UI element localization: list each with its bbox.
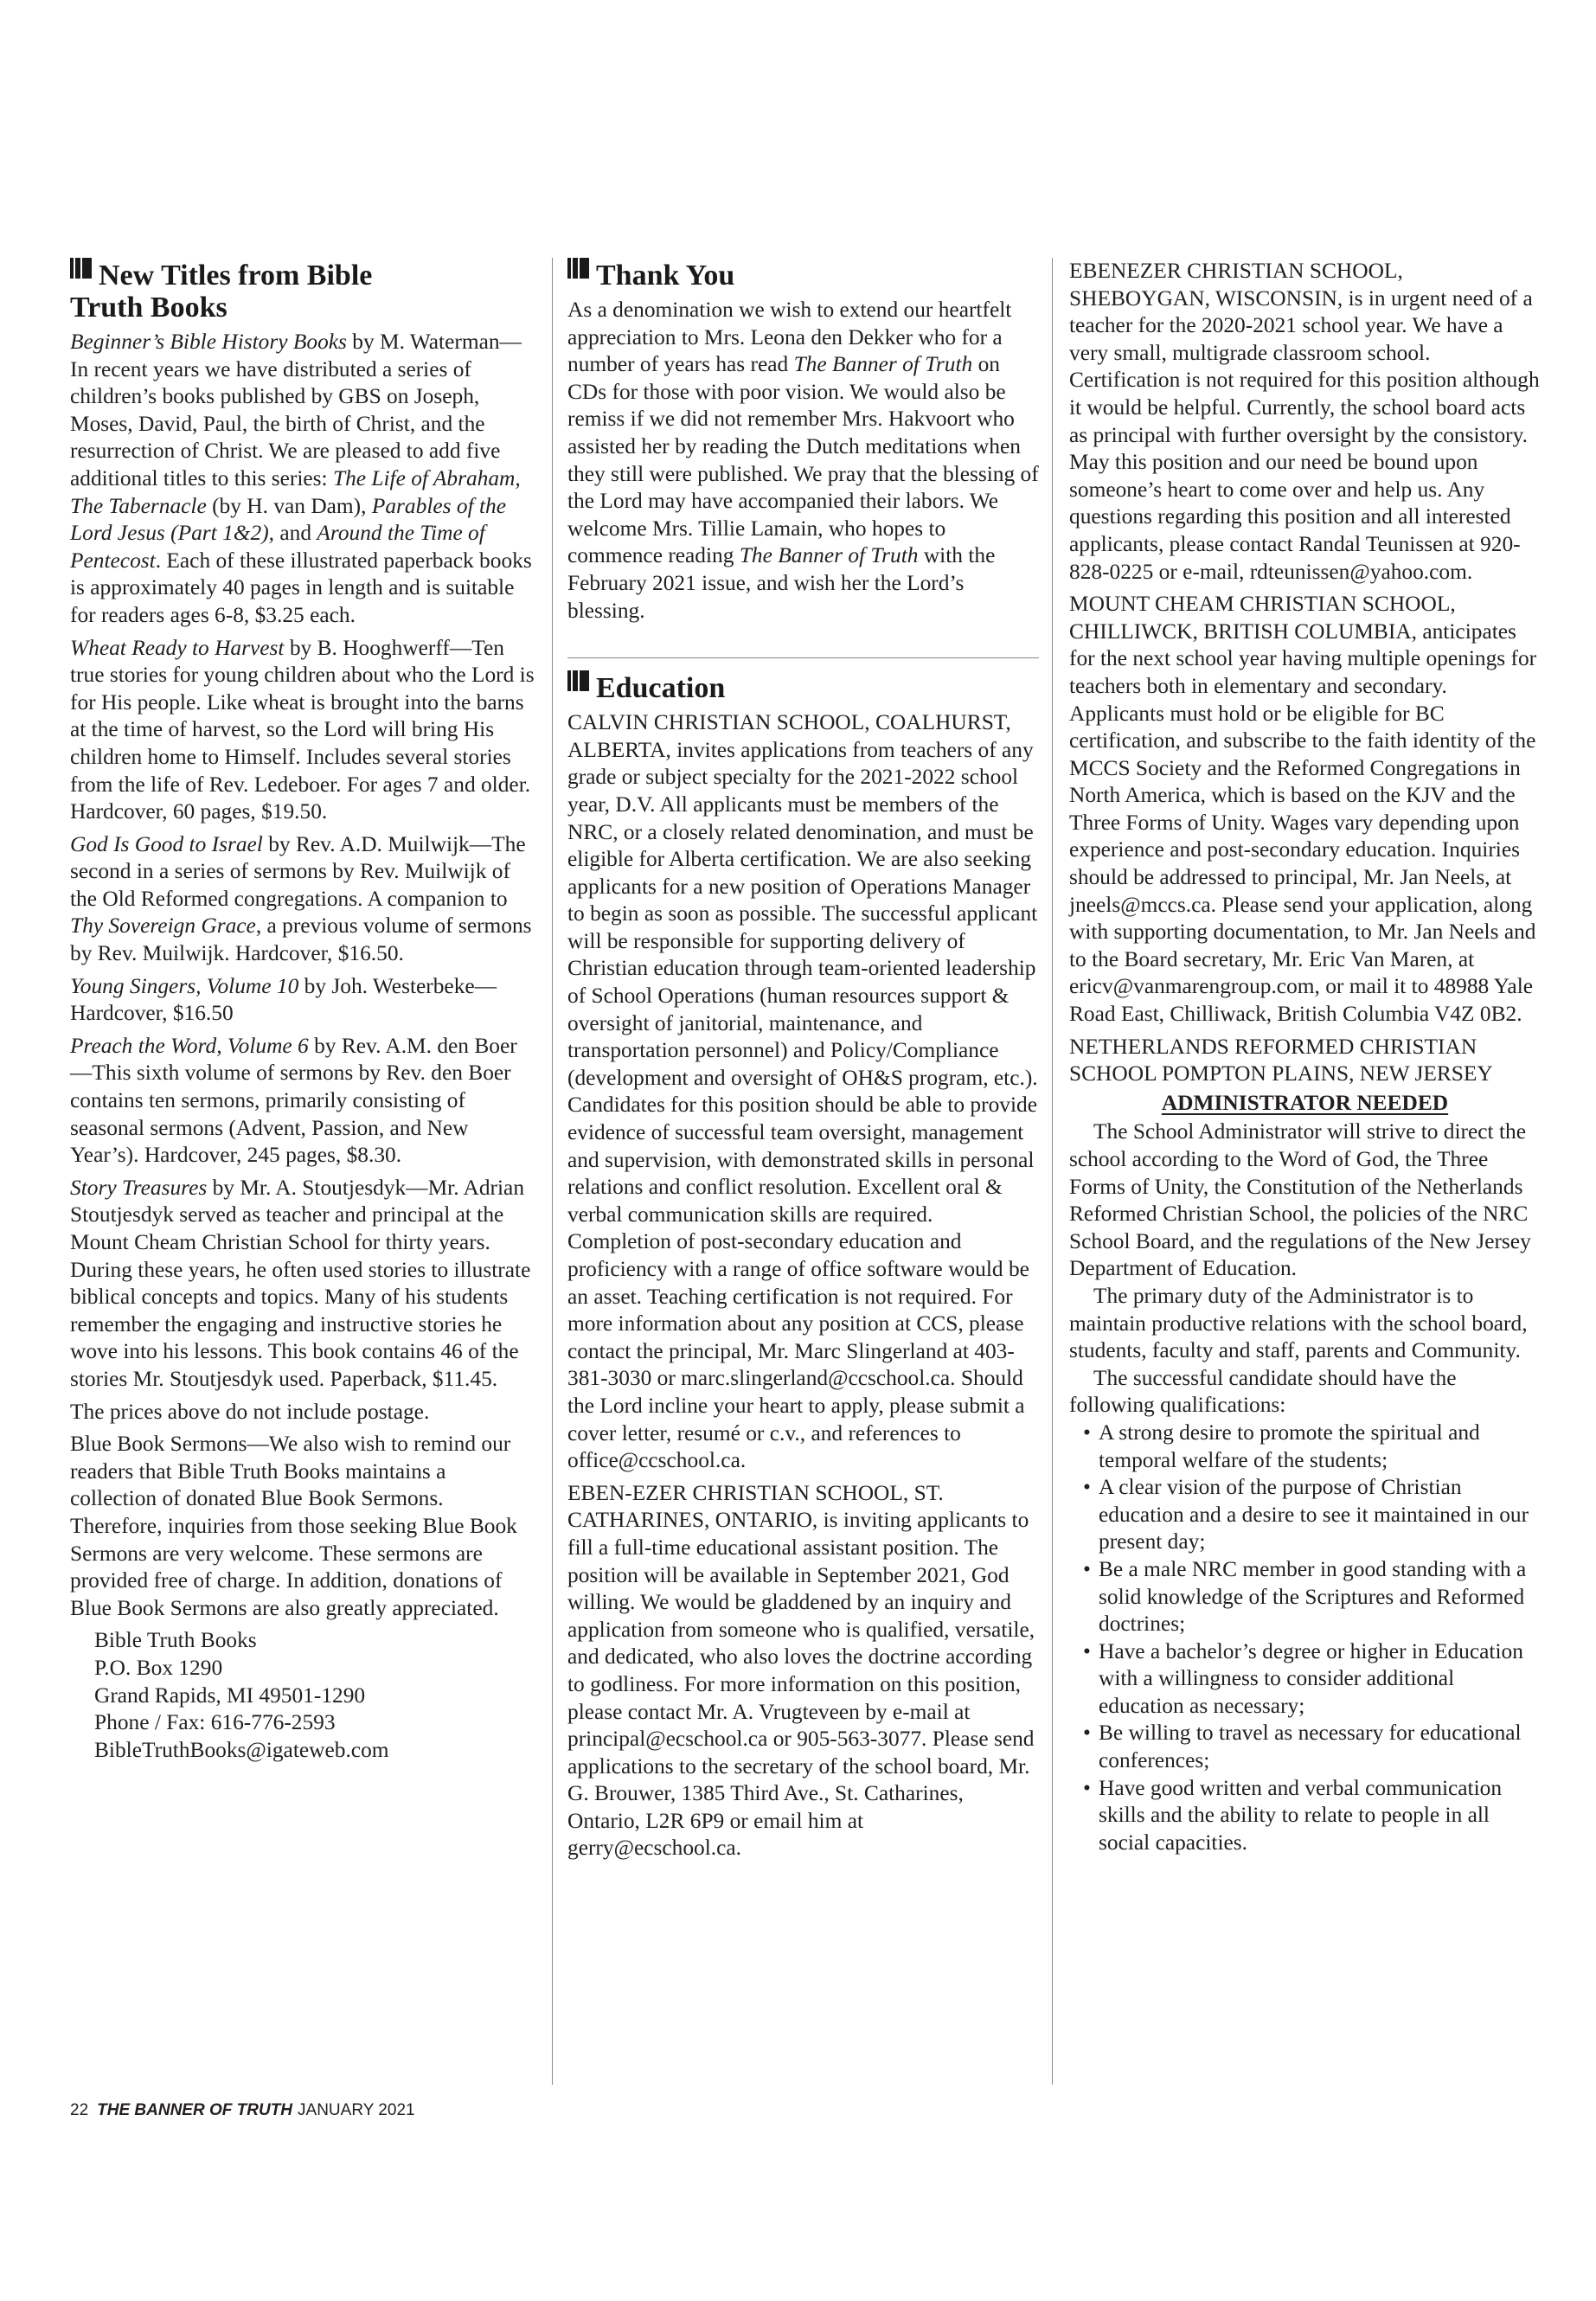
section-bars-icon — [70, 258, 92, 290]
list-item: • A strong desire to promote the spiritual and temporal welfare of the students; — [1099, 1420, 1541, 1474]
address-line: Phone / Fax: 616-776-2593 — [94, 1710, 336, 1735]
column-divider-left — [552, 258, 553, 2085]
book-entry: Beginner’s Bible History Books by M. Waterman—In recent years we have distributed a series of children’s books published by GBS on Joseph, Moses, David, Paul, the birth of Christ, and the resurrection of Christ. We are pleased to add five additional titles to this series: The Life of Abraham, The Tabernacle (by H. van Dam), Parables of the Lord Jesus (Part 1&2), and Around the Time of Pentecost. Each of these illustrated paperback books is approximately 40 pages in length and is suitable for readers ages 6-8, $3.25 each. — [70, 330, 532, 627]
page-footer — [70, 2101, 415, 2120]
book-entry: Preach the Word, Volume 6 by Rev. A.M. den Boer—This sixth volume of sermons by Rev. den Boer contains ten sermons, primarily consisting of seasonal sermons (Advent, Passion, and New Year’s). Hardcover, 245 pages, $8.30. — [70, 1033, 517, 1168]
address-line: Grand Rapids, MI 49501-1290 — [94, 1682, 366, 1708]
list-item: • Have a bachelor’s degree or higher in Education with a willingness to consider additional education as necessary; — [1099, 1638, 1541, 1721]
section-divider — [567, 657, 1039, 658]
column-divider-right — [1052, 258, 1053, 2085]
admin-paragraph: The successful candidate should have the following qualifications: — [1069, 1365, 1457, 1418]
section-heading-thank-you: Thank You — [567, 258, 1039, 292]
column-thank-you-education — [567, 258, 1039, 1868]
eben-ezer-st-catharines-listing: EBEN-EZER CHRISTIAN SCHOOL, ST. CATHARINES, ONTARIO, is inviting applicants to fill a full-time educational assistant position. The position will be available in September 2021, God willing. We would be gladdened by an inquiry and application from someone who is qualified, versatile, and dedicated, who also loves the doctrine according to godliness. For more information on this position, please contact Mr. A. Vrugteveen by e-mail at principal@ecschool.ca or 905-563-3077. Please send applications to the secretary of the school board, Mr. G. Brouwer, 1385 Third Ave., St. Catharines, Ontario, L2R 6P9 or email him at gerry@ecschool.ca. — [567, 1480, 1035, 1861]
qualifications-list — [1069, 1420, 1541, 1857]
section-heading-education: Education — [567, 670, 1039, 704]
section-heading-new-titles: New Titles from Bible Truth Books — [70, 260, 373, 324]
address-line: P.O. Box 1290 — [94, 1655, 223, 1680]
administrator-needed-heading: ADMINISTRATOR NEEDED — [1161, 1090, 1449, 1115]
book-entry: Story Treasures by Mr. A. Stoutjesdyk—Mr. Adrian Stoutjesdyk served as teacher and principal at the Mount Cheam Christian School for thirty years. During these years, he often used stories to illustrate biblical concepts and topics. Many of his students remember the engaging and instructive stories he wove into his lessons. This book contains 46 of the stories Mr. Stoutjesdyk used. Paperback, $11.45. — [70, 1175, 531, 1391]
nrcs-title: NETHERLANDS REFORMED CHRISTIAN SCHOOL POMPTON PLAINS, NEW JERSEY — [1069, 1034, 1493, 1086]
postage-note: The prices above do not include postage. — [70, 1399, 430, 1424]
address-line: Bible Truth Books — [94, 1628, 257, 1653]
column-education-continued — [1069, 258, 1541, 1856]
list-item: • Be a male NRC member in good standing with a solid knowledge of the Scriptures and Reformed doctrines; — [1099, 1556, 1541, 1638]
thank-you-text: As a denomination we wish to extend our heartfelt appreciation to Mrs. Leona den Dekker who for a number of years has read The Banner of Truth on CDs for those with poor vision. We would also be remiss if we did not remember Mrs. Hakvoort who assisted her by reading the Dutch meditations when they still were published. We pray that the blessing of the Lord may have accompanied their labors. We welcome Mrs. Tillie Lamain, who hopes to commence reading The Banner of Truth with the February 2021 issue, and wish her the Lord’s blessing. — [567, 298, 1039, 623]
list-item: • Have good written and verbal communication skills and the ability to relate to people in all social capacities. — [1099, 1775, 1541, 1857]
book-entry: God Is Good to Israel by Rev. A.D. Muilwijk—The second in a series of sermons by Rev. Muilwijk of the Old Reformed congregations. A companion to Thy Sovereign Grace, a previous volume of sermons by Rev. Muilwijk. Hardcover, $16.50. — [70, 831, 532, 966]
publication-title: THE BANNER OF TRUTH — [97, 2101, 293, 2119]
issue-date: JANUARY 2021 — [298, 2101, 415, 2119]
admin-paragraph: The School Administrator will strive to direct the school according to the Word of God, the Three Forms of Unity, the Constitution of the Netherlands Reformed Christian School, the policies of the NRC School Board, and the regulations of the New Jersey Department of Education. — [1069, 1119, 1531, 1281]
ebenezer-sheboygan-listing: EBENEZER CHRISTIAN SCHOOL, SHEBOYGAN, WISCONSIN, is in urgent need of a teacher for the 2020-2021 school year. We have a very small, multigrade classroom school. Certification is not required for this position although it would be helpful. Currently, the school board acts as principal with further oversight by the consistory. May this position and our need be bound upon someone’s heart to come over and help us. Any questions regarding this position and all interested applicants, please contact Randal Teunissen at 920-828-0225 or e-mail, rdteunissen@yahoo.com. — [1069, 259, 1540, 584]
blue-book-sermons: Blue Book Sermons—We also wish to remind our readers that Bible Truth Books maintains a collection of donated Blue Book Sermons. Therefore, inquiries from those seeking Blue Book Sermons are very welcome. These sermons are provided free of charge. In addition, donations of Blue Book Sermons are also greatly appreciated. — [70, 1432, 517, 1620]
page-number: 22 — [70, 2101, 89, 2119]
contact-address — [94, 1627, 537, 1764]
section-bars-icon — [567, 670, 589, 702]
mount-cheam-listing: MOUNT CHEAM CHRISTIAN SCHOOL, CHILLIWCK, BRITISH COLUMBIA, anticipates for the next school year having multiple openings for teachers both in elementary and secondary. Applicants must hold or be eligible for BC certification, and subscribe to the faith identity of the MCCS Society and the Reformed Congregations in North America, which is based on the KJV and the Three Forms of Unity. Wages vary depending upon experience and post-secondary education. Inquiries should be addressed to principal, Mr. Jan Neels, at jneels@mccs.ca. Please send your application, along with supporting documentation, to Mr. Jan Neels and to the Board secretary, Mr. Eric Van Maren, at ericv@vanmarengroup.com, or mail it to 48988 Yale Road East, Chilliwack, British Columbia V4Z 0B2. — [1069, 592, 1537, 1027]
calvin-christian-school-listing: CALVIN CHRISTIAN SCHOOL, COALHURST, ALBERTA, invites applications from teachers of any grade or subject specialty for the 2021-2022 school year, D.V. All applicants must be members of the NRC, or a closely related denomination, and must be eligible for Alberta certification. We are also seeking applicants for a new position of Operations Manager to begin as soon as possible. The successful applicant will be responsible for supporting delivery of Christian education through team-oriented leadership of School Operations (human resources support & oversight of janitorial, maintenance, and transportation personnel) and Policy/Compliance (development and oversight of OH&S program, etc.). Candidates for this position should be able to provide evidence of successful team oversight, management and supervision, with demonstrated skills in personal relations and conflict resolution. Excellent oral & verbal communication skills are required. Completion of post-secondary education and proficiency with a range of office software would be an asset. Teaching certification is not required. For more information about any position at CCS, please contact the principal, Mr. Marc Slingerland at 403-381-3030 or marc.slingerland@ccschool.ca. Should the Lord incline your heart to apply, please submit a cover letter, resumé or c.v., and references to office@ccschool.ca. — [567, 710, 1038, 1473]
book-entry: Young Singers, Volume 10 by Joh. Westerbeke—Hardcover, $16.50 — [70, 973, 497, 1026]
list-item: • Be willing to travel as necessary for educational conferences; — [1099, 1720, 1541, 1774]
list-item: • A clear vision of the purpose of Christian education and a desire to see it maintained in our present day; — [1099, 1474, 1541, 1556]
admin-paragraph: The primary duty of the Administrator is to maintain productive relations with the school board, students, faculty and staff, parents and Community. — [1069, 1283, 1528, 1363]
section-bars-icon — [567, 258, 589, 290]
column-new-titles — [70, 258, 537, 1764]
address-email: BibleTruthBooks@igateweb.com — [94, 1737, 389, 1762]
book-entry: Wheat Ready to Harvest by B. Hooghwerff—Ten true stories for young children about who the Lord is for His people. Like wheat is brought into the barns at the time of harvest, so the Lord will bring His children home to Himself. Includes several stories from the life of Rev. Ledeboer. For ages 7 and older. Hardcover, 60 pages, $19.50. — [70, 635, 535, 824]
